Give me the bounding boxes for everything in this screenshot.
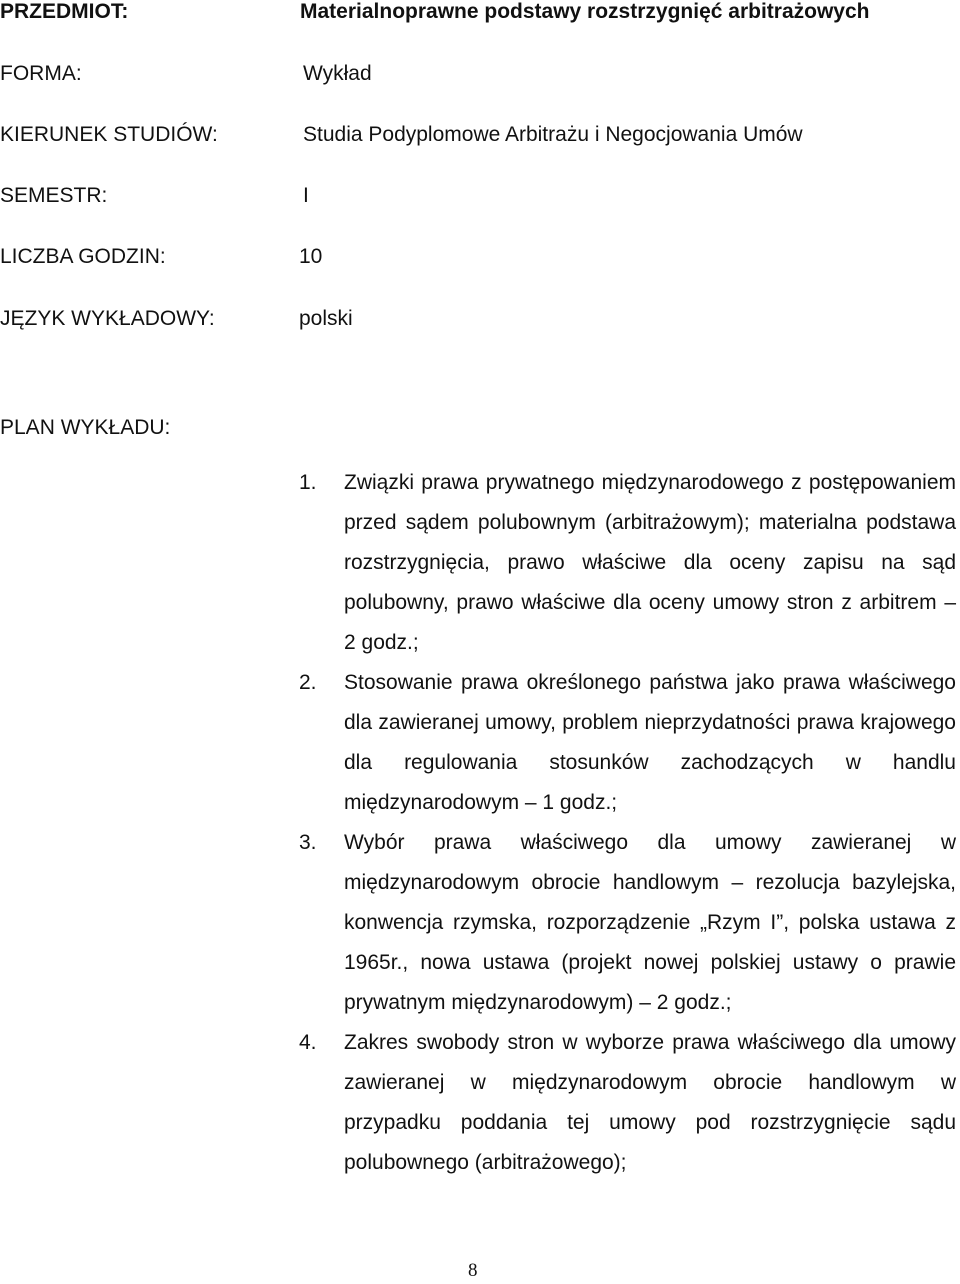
plan-item-number: 2. bbox=[299, 671, 317, 694]
field-language-label: JĘZYK WYKŁADOWY: bbox=[0, 307, 215, 330]
plan-item bbox=[0, 463, 960, 663]
field-subject bbox=[0, 0, 960, 40]
field-study-program bbox=[0, 123, 960, 163]
plan-item-number: 1. bbox=[299, 471, 317, 494]
field-semester bbox=[0, 184, 960, 224]
field-study-program-label: KIERUNEK STUDIÓW: bbox=[0, 123, 218, 146]
field-semester-value: I bbox=[303, 184, 309, 207]
plan-item-number: 4. bbox=[299, 1031, 317, 1054]
field-subject-label: PRZEDMIOT: bbox=[0, 0, 129, 23]
plan-item bbox=[0, 823, 960, 1023]
plan-item-text: Zakres swobody stron w wyborze prawa właściwego dla umowy zawieranej w międzynarodowym obrocie handlowym w przypadku poddania tej umowy pod rozstrzygnięcie sądu polubownego (arbitrażowego); bbox=[344, 1031, 956, 1174]
plan-item bbox=[0, 663, 960, 823]
field-language-value: polski bbox=[299, 307, 353, 330]
plan-heading: PLAN WYKŁADU: bbox=[0, 416, 171, 439]
field-form-label: FORMA: bbox=[0, 62, 82, 85]
plan-item-number: 3. bbox=[299, 831, 317, 854]
plan-item-text: Wybór prawa właściwego dla umowy zawieranej w międzynarodowym obrocie handlowym – rezolucja bazylejska, konwencja rzymska, rozporządzenie „Rzym I”, polska ustawa z 1965r., nowa ustawa (projekt nowej polskiej ustawy o prawie prywatnym międzynarodowym) – 2 godz.; bbox=[344, 831, 956, 1014]
plan-item-text: Stosowanie prawa określonego państwa jako prawa właściwego dla zawieranej umowy, problem nieprzydatności prawa krajowego dla regulowania stosunków zachodzących w handlu międzynarodowym – 1 godz.; bbox=[344, 671, 956, 814]
field-language bbox=[0, 307, 960, 347]
field-form bbox=[0, 62, 960, 102]
field-semester-label: SEMESTR: bbox=[0, 184, 108, 207]
field-hours bbox=[0, 245, 960, 285]
field-subject-value: Materialnoprawne podstawy rozstrzygnięć arbitrażowych bbox=[300, 0, 870, 23]
field-hours-value: 10 bbox=[299, 245, 323, 268]
page-number: 8 bbox=[468, 1260, 478, 1281]
plan-item bbox=[0, 1023, 960, 1183]
field-form-value: Wykład bbox=[303, 62, 372, 85]
plan-item-text: Związki prawa prywatnego międzynarodowego z postępowaniem przed sądem polubownym (arbitrażowym); materialna podstawa rozstrzygnięcia, prawo właściwe dla oceny zapisu na sąd polubowny, prawo właściwe dla oceny umowy stron z arbitrem – 2 godz.; bbox=[344, 471, 956, 654]
plan-list bbox=[0, 463, 960, 1183]
field-study-program-value: Studia Podyplomowe Arbitrażu i Negocjowania Umów bbox=[303, 123, 803, 146]
field-hours-label: LICZBA GODZIN: bbox=[0, 245, 166, 268]
